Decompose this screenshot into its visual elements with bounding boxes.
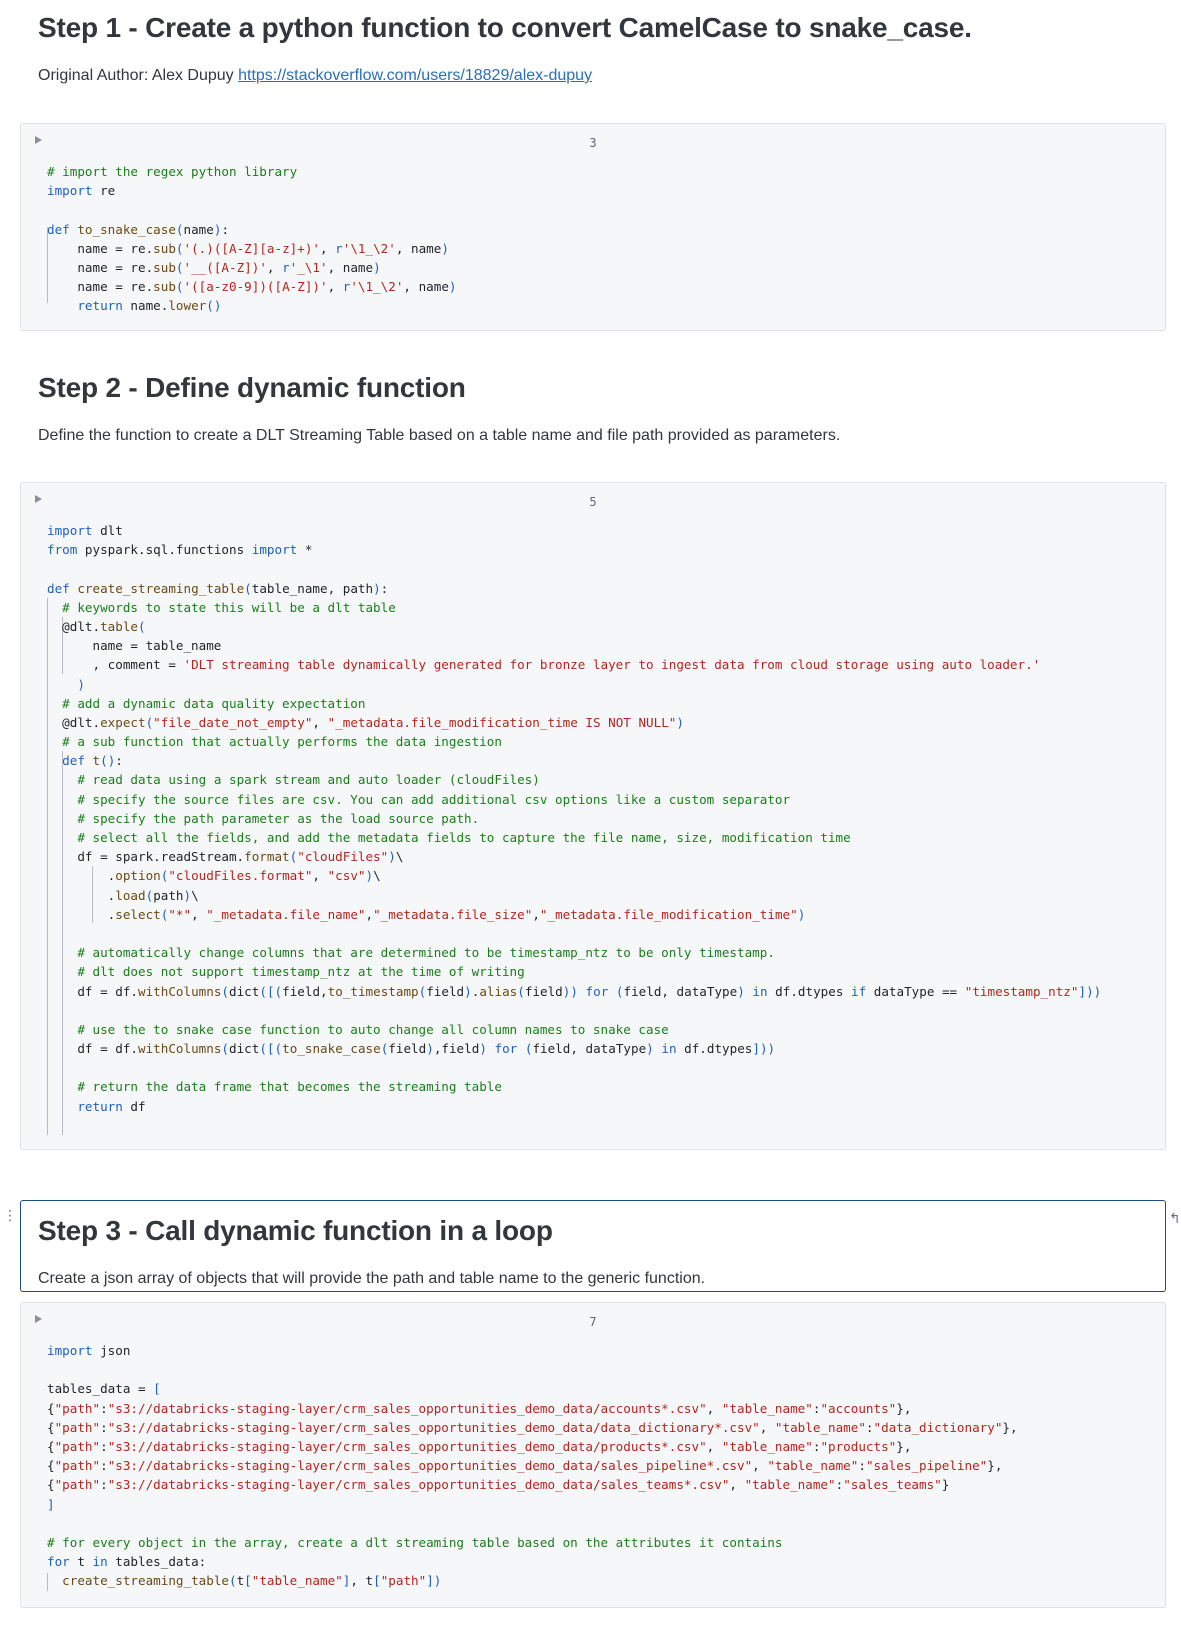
code-line: return name.lower() (77, 298, 222, 314)
code-line: import dlt (47, 523, 123, 538)
cell-number: 3 (589, 136, 597, 150)
code-editor[interactable] (47, 521, 1155, 1116)
code-line (47, 1514, 1155, 1533)
author-text: Original Author: Alex Dupuy (38, 67, 239, 84)
step1-title: Step 1 - Create a python function to convert CamelCase to snake_case. (38, 12, 972, 43)
code-line: name = table_name (47, 638, 222, 654)
markdown-cell-step2 (20, 370, 1166, 448)
code-line (47, 1001, 1155, 1020)
code-line: {"path":"s3://databricks-staging-layer/crm_sales_opportunities_demo_data/data_dictionary*.csv", "table_name":"data_dictionary"}, (47, 1419, 1018, 1435)
code-line: from pyspark.sql.functions import * (47, 542, 313, 558)
code-line: # dlt does not support timestamp_ntz at the time of writing (77, 964, 525, 980)
code-line (47, 1058, 1155, 1077)
code-line: name = re.sub('(.)([A-Z][a-z]+)', r'\1_\2', name) (47, 240, 449, 256)
code-line: df = df.withColumns(dict([(field,to_timestamp(field).alias(field)) for (field, dataType) in df.dtypes if dataType == "timestamp_ntz"])) (47, 983, 1102, 999)
author-link[interactable]: https://stackoverflow.com/users/18829/alex-dupuy (238, 67, 593, 84)
code-line: create_streaming_table(t["table_name"], t["path"]) (62, 1573, 442, 1589)
code-line: @dlt.table( (47, 618, 146, 634)
code-line: import re (47, 183, 116, 199)
step2-title: Step 2 - Define dynamic function (38, 372, 466, 403)
step3-description: Create a json array of objects that will provide the path and table name to the generic function. (38, 1270, 706, 1287)
cell-number: 5 (589, 495, 597, 509)
code-line: name = re.sub('__([A-Z])', r'_\1', name) (47, 259, 381, 275)
code-line: def create_streaming_table(table_name, path): (47, 580, 389, 596)
code-line: # automatically change columns that are determined to be timestamp_ntz to be only timestamp. (77, 945, 775, 961)
markdown-cell-step1 (20, 10, 1166, 88)
code-line: # keywords to state this will be a dlt table (62, 599, 396, 615)
code-line: import json (47, 1343, 131, 1358)
code-editor[interactable] (47, 1341, 1155, 1590)
cell-number: 7 (589, 1315, 597, 1329)
code-line: @dlt.expect("file_date_not_empty", "_metadata.file_modification_time IS NOT NULL") (47, 714, 684, 730)
markdown-cell-step3[interactable] (20, 1200, 1166, 1292)
code-line: return df (77, 1098, 146, 1114)
code-line (47, 559, 1155, 578)
code-line: ] (47, 1496, 55, 1512)
code-line: # add a dynamic data quality expectation (62, 695, 366, 711)
code-line: {"path":"s3://databricks-staging-layer/crm_sales_opportunities_demo_data/sales_teams*.csv", "table_name":"sales_teams"} (47, 1477, 950, 1493)
code-line: name = re.sub('([a-z0-9])([A-Z])', r'\1_\2', name) (47, 279, 457, 295)
step1-author (38, 64, 1148, 88)
code-line: # specify the source files are csv. You can add additional csv options like a custom separator (77, 791, 791, 807)
code-line: {"path":"s3://databricks-staging-layer/crm_sales_opportunities_demo_data/sales_pipeline*.csv", "table_name":"sales_pipeline"}, (47, 1458, 1003, 1474)
code-line: .option("cloudFiles.format", "csv")\ (47, 868, 381, 884)
code-cell-3[interactable] (20, 123, 1166, 331)
code-line: # select all the fields, and add the metadata fields to capture the file name, size, modification time (77, 830, 851, 845)
cell-action-icon[interactable]: ↰ (1169, 1211, 1181, 1227)
code-line: def t(): (62, 753, 123, 769)
code-line: .select("*", "_metadata.file_name","_metadata.file_size","_metadata.file_modification_time") (47, 906, 806, 922)
code-line (47, 1360, 1155, 1379)
code-line (47, 200, 1155, 219)
code-line: # use the to snake case function to auto change all column names to snake case (77, 1021, 669, 1037)
code-line: , comment = 'DLT streaming table dynamically generated for bronze layer to ingest data from cloud storage using auto loader.' (47, 657, 1041, 673)
code-line: # import the regex python library (47, 164, 298, 179)
drag-handle-icon[interactable]: ⋮ (3, 1208, 17, 1224)
code-line: ) (77, 676, 85, 692)
code-line: # specify the path parameter as the load source path. (77, 810, 480, 826)
code-cell-7[interactable] (20, 1302, 1166, 1608)
code-line: df = df.withColumns(dict([(to_snake_case(field),field) for (field, dataType) in df.dtypes])) (47, 1041, 776, 1057)
code-line: def to_snake_case(name): (47, 221, 230, 237)
code-line: # read data using a spark stream and auto loader (cloudFiles) (77, 772, 540, 788)
code-editor[interactable] (47, 162, 1155, 316)
code-cell-5[interactable] (20, 482, 1166, 1150)
code-line: # return the data frame that becomes the streaming table (77, 1079, 502, 1095)
code-line: df = spark.readStream.format("cloudFiles")\ (47, 849, 404, 865)
code-line (47, 924, 1155, 943)
step2-description: Define the function to create a DLT Streaming Table based on a table name and file path provided as parameters. (38, 427, 841, 444)
code-line: # a sub function that actually performs the data ingestion (62, 734, 502, 750)
code-line: {"path":"s3://databricks-staging-layer/crm_sales_opportunities_demo_data/products*.csv", "table_name":"products"}, (47, 1438, 912, 1454)
code-line: # for every object in the array, create a dlt streaming table based on the attributes it contains (47, 1534, 783, 1550)
step3-title: Step 3 - Call dynamic function in a loop (38, 1215, 553, 1246)
code-line: for t in tables_data: (47, 1554, 207, 1570)
code-line: .load(path)\ (47, 887, 199, 903)
code-line: tables_data = [ (47, 1381, 161, 1397)
code-line: {"path":"s3://databricks-staging-layer/crm_sales_opportunities_demo_data/accounts*.csv", "table_name":"accounts"}, (47, 1400, 912, 1416)
